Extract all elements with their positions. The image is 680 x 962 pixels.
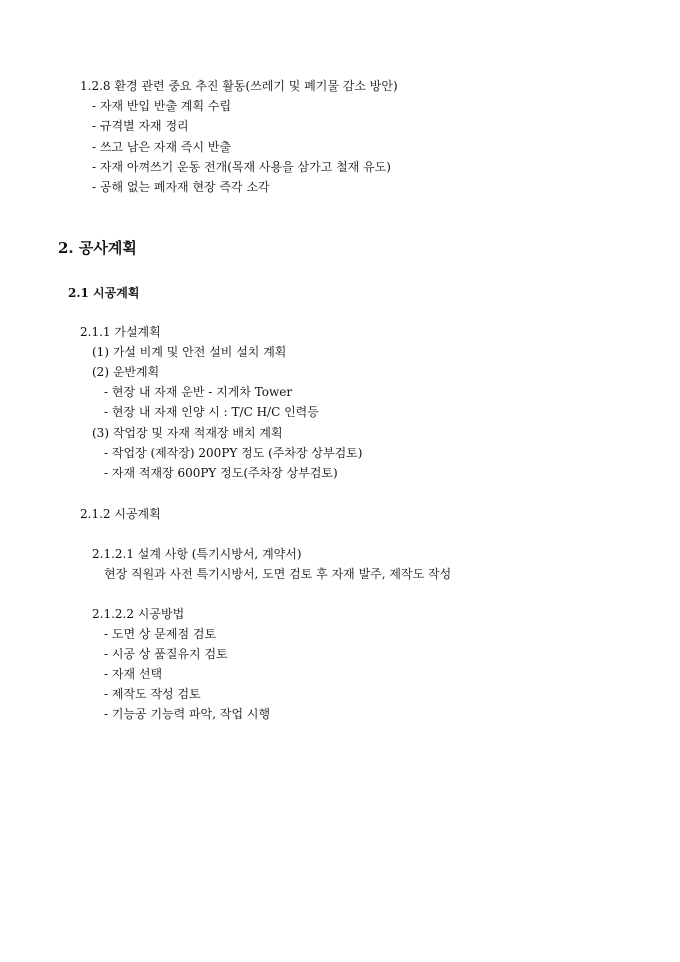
list-item: - 기능공 기능력 파악, 작업 시행 [104, 707, 271, 721]
list-item: - 시공 상 품질유지 검토 [104, 647, 228, 661]
sub-item: (1) 가설 비계 및 안전 설비 설치 계획 [92, 345, 287, 359]
section-1-2-8-heading: 1.2.8 환경 관련 중요 추진 활동(쓰레기 및 폐기물 감소 방안) [80, 79, 398, 93]
section-2-1-2-2-heading: 2.1.2.2 시공방법 [92, 607, 185, 621]
list-item: - 현장 내 자재 인양 시 : T/C H/C 인력등 [104, 405, 319, 419]
section-2-1-2-1-heading: 2.1.2.1 설계 사항 (특기시방서, 계약서) [92, 547, 302, 561]
list-item: - 제작도 작성 검토 [104, 687, 201, 701]
list-item: - 작업장 (제작장) 200PY 정도 (주차장 상부검토) [104, 446, 363, 460]
list-item: - 공해 없는 폐자재 현장 즉각 소각 [92, 180, 270, 194]
section-2-1-1-heading: 2.1.1 가설계획 [80, 325, 161, 339]
list-item: - 도면 상 문제점 검토 [104, 627, 217, 641]
list-item: - 쓰고 남은 자재 즉시 반출 [92, 140, 232, 154]
chapter-title: 2. 공사계획 [58, 239, 137, 257]
list-item: - 규격별 자재 정리 [92, 119, 189, 133]
list-item: - 자재 적재장 600PY 정도(주차장 상부검토) [104, 466, 338, 480]
sub-item: (3) 작업장 및 자재 적재장 배치 계획 [92, 426, 283, 440]
section-title: 2.1 시공계획 [68, 286, 140, 300]
section-2-1-2-heading: 2.1.2 시공계획 [80, 507, 161, 521]
sub-item: (2) 운반계획 [92, 365, 160, 379]
list-item: - 자재 선택 [104, 667, 163, 681]
list-item: - 현장 내 자재 운반 - 지게차 Tower [104, 385, 293, 399]
list-item: - 자재 아껴쓰기 운동 전개(목재 사용을 삼가고 철재 유도) [92, 160, 391, 174]
paragraph: 현장 직원과 사전 특기시방서, 도면 검토 후 자재 발주, 제작도 작성 [104, 567, 452, 581]
list-item: - 자재 반입 반출 계획 수립 [92, 99, 232, 113]
